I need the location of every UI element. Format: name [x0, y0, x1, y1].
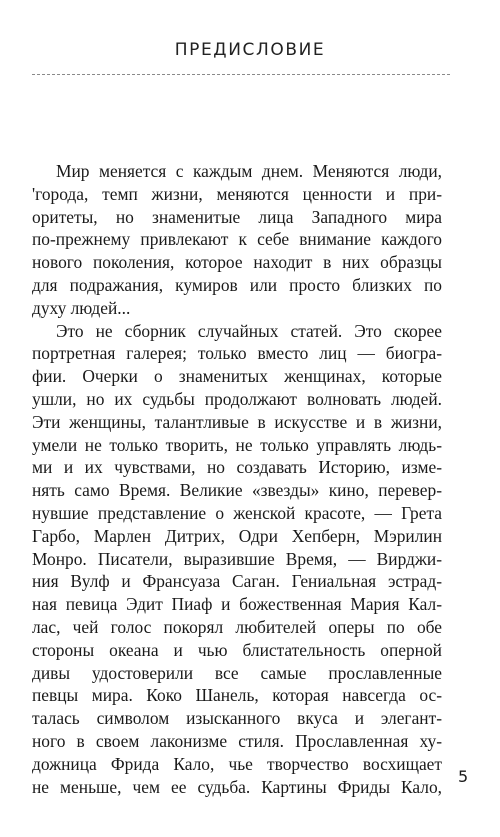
text-line: певцы мира. Коко Шанель, которая навсегда ос- — [32, 685, 442, 706]
page-number: 5 — [458, 767, 469, 786]
body-text — [32, 160, 442, 798]
page-header — [0, 40, 500, 60]
chapter-title: ПРЕДИСЛОВИЕ — [174, 40, 326, 60]
text-line: Мир меняется с каждым днем. Меняются люди, — [56, 161, 442, 181]
text-line: нового поколения, которое находит в них образцы — [32, 252, 442, 273]
text-line: не меньше, чем ее судьба. Картины Фриды Кало, — [32, 776, 442, 797]
text-line: дивы удостоверили все самые прославленные — [32, 662, 442, 683]
text-line: фии. Очерки о знаменитых женщинах, которые — [32, 366, 442, 387]
text-line: 'города, темп жизни, меняются ценности и при- — [32, 183, 442, 204]
text-line: ного в своем лаконизме стиля. Прославленная ху- — [32, 730, 442, 751]
text-line: ная певица Эдит Пиаф и божественная Мария Кал- — [32, 594, 442, 615]
paragraph — [32, 320, 442, 799]
text-line: лас, чей голос покорял любителей оперы по обе — [32, 616, 442, 637]
text-line: Монро. Писатели, выразившие Время, — Вирджи- — [32, 548, 442, 569]
text-line: Эти женщины, талантливые в искусстве и в жизни, — [32, 411, 442, 432]
text-line: нять само Время. Великие «звезды» кино, перевер- — [32, 480, 442, 501]
header-rule — [32, 74, 450, 75]
text-line: дожница Фрида Кало, чье творчество восхищает — [32, 753, 442, 774]
text-line: талась символом изысканного вкуса и элегант- — [32, 708, 442, 729]
text-line: ния Вулф и Франсуаза Саган. Гениальная эстрад- — [32, 571, 442, 592]
text-line: оритеты, но знаменитые лица Западного мира — [32, 206, 442, 227]
text-line: нувшие представление о женской красоте, — Грета — [32, 502, 442, 523]
text-line: по-прежнему привлекают к себе внимание каждого — [32, 229, 442, 250]
text-line: умели не только творить, не только управлять людь- — [32, 434, 442, 455]
text-line: портретная галерея; только вместо лиц — биогра- — [32, 343, 442, 364]
text-line: Гарбо, Марлен Дитрих, Одри Хепберн, Мэрилин — [32, 525, 442, 546]
text-line: для подражания, кумиров или просто близких по — [32, 274, 442, 295]
text-line: Это не сборник случайных статей. Это скорее — [56, 320, 442, 341]
text-line: духу людей... — [32, 297, 131, 318]
paragraph — [32, 160, 442, 320]
text-line: ми и их чувствами, но создавать Историю, изме- — [32, 457, 442, 478]
text-line: ушли, но их судьбы продолжают волновать людей. — [32, 388, 442, 409]
text-line: стороны океана и чью блистательность оперной — [32, 639, 442, 660]
